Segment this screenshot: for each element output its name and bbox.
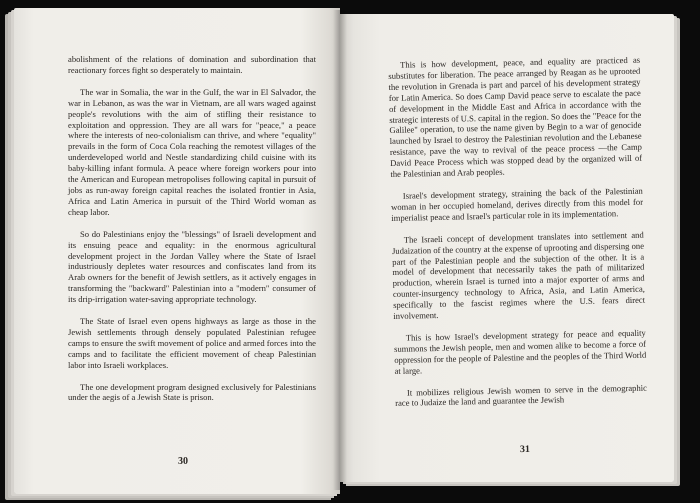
left-page-text — [68, 54, 316, 414]
right-page — [340, 14, 674, 482]
paragraph: The State of Israel even opens highways as large as those in the Jewish settlements through densely populated Palestinian refugee camps to ensure the swift movement of police and armed forces into the camps and to facilitate the efficient movement of cheap Palestinian labor into Israeli workplaces. — [68, 316, 316, 370]
paragraph: This is how development, peace, and equality are practiced as substitutes for liberation. The peace arranged by Reagan as he uprooted the revolution in Grenada is part and parcel of his development strategy for Latin America. So does Camp David peace serve to escalate the pace of development in the Middle East and Africa in accordance with the strategic interests of U.S. capital in the region. So does the "Peace for the Galilee" operation, to use the name given by Begin to a war of genocide launched by Israel to destroy the Palestinian revolution and the Lebanese resistance, pave the way to revival of the peace process —the Camp David Peace Process which was stopped dead by the organized will of the Palestinian and Arab peoples. — [388, 54, 643, 180]
paragraph: abolishment of the relations of domination and subordination that reactionary forces fight so desperately to maintain. — [68, 54, 316, 75]
paragraph: Israel's development strategy, straining the back of the Palestinian woman in her occupied homeland, derives directly from this model for imperialist peace and Israel's particular role in its implementation. — [390, 185, 644, 223]
page-number-left: 30 — [178, 456, 188, 467]
book-gutter — [333, 10, 347, 490]
paragraph: The war in Somalia, the war in the Gulf, the war in El Salvador, the war in Lebanon, as was the war in Vietnam, are all wars waged against people's revolutions with the aim of stifling their resistance to exploitation and oppression. They are all wars for "peace," a peace where the interests of neo-colonialism can thrive, and where "equality" prevails in the form of Coca Cola reaching the remotest villages of the underdeveloped world and Nestle standardizing child cuisine with its baby-killing infant formula. A peace where foreign workers pour into the American and European metropolises following capital in pursuit of jobs as run-away foreign capital reaches the isolated frontier in Asia, Africa and Latin America in pursuit of the Third World woman as cheap labor. — [68, 86, 316, 217]
page-number-right: 31 — [519, 443, 531, 456]
right-page-text — [388, 55, 647, 421]
paragraph: The one development program designed exclusively for Palestinians under the aegis of a Jewish State is prison. — [68, 381, 316, 403]
left-page — [14, 8, 340, 494]
paragraph: So do Palestinians enjoy the "blessings" of Israeli development and its ensuing peace and equality: in the enormous agricultural development project in the Jordan Valley where the State of Israel industriously depletes water resources and confiscates land from its Arab owners for the benefit of Jewish settlers, as it actively engages in transforming the "backward" Palestinian into a "modern" consumer of its drip-irrigation water-saving appropriate technology. — [68, 228, 316, 305]
paragraph: This is how Israel's development strategy for peace and equality summons the Jewish people, men and women alike to become a force of oppression for the people of Palestine and the peoples of the Third World at large. — [393, 327, 647, 376]
paragraph: It mobilizes religious Jewish women to serve in the demographic race to Judaize the land and guarantee the Jewish — [395, 382, 648, 409]
paragraph: The Israeli concept of development translates into settlement and Judaization of the country at the expense of uprooting and dispersing one part of the Palestinian people and the subjection of the other. It is a model of development that necessarily takes the path of militarized production, wherein Israel is turned into a major exporter of arms and counter-insurgency technology to Africa, Asia, and Latin America, specifically to the fascist regimes where the U.S. fears direct involvement. — [391, 229, 646, 321]
